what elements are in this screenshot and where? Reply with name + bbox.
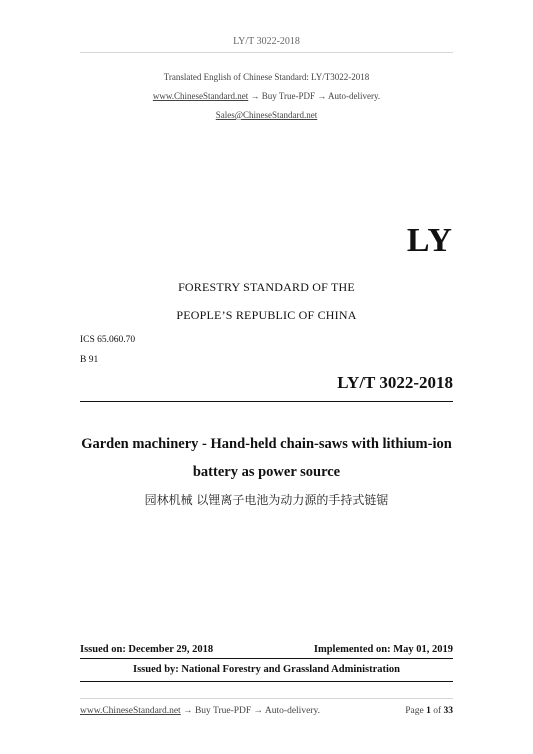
sales-email bbox=[0, 110, 533, 120]
title-divider bbox=[80, 401, 453, 402]
header-divider bbox=[80, 52, 453, 53]
running-header: LY/T 3022-2018 bbox=[233, 36, 300, 47]
footer-site-link[interactable]: www.ChineseStandard.net bbox=[80, 706, 181, 716]
page-label: Page bbox=[405, 706, 424, 716]
ics-code: ICS 65.060.70 bbox=[80, 335, 136, 345]
purchase-notice bbox=[0, 91, 533, 101]
authority-divider bbox=[80, 681, 453, 682]
email-link[interactable]: Sales@ChineseStandard.net bbox=[215, 110, 318, 120]
title-cn: 园林机械 以锂离子电池为动力源的手持式链锯 bbox=[144, 493, 389, 507]
dates-divider bbox=[80, 658, 453, 659]
title-en-line1: Garden machinery - Hand-held chain-saws with lithium-ion bbox=[81, 436, 452, 452]
page-of: of bbox=[433, 706, 442, 716]
translation-notice: Translated English of Chinese Standard: LY/T3022-2018 bbox=[163, 72, 370, 82]
footer-divider bbox=[80, 698, 453, 699]
issuing-authority: Issued by: National Forestry and Grassland Administration bbox=[132, 664, 400, 675]
standard-number: LY/T 3022-2018 bbox=[337, 373, 453, 392]
page-current: 1 bbox=[426, 706, 431, 716]
implemented-date: Implemented on: May 01, 2019 bbox=[313, 644, 453, 655]
standard-type-line1: FORESTRY STANDARD OF THE bbox=[178, 280, 355, 294]
standard-type-line2: PEOPLE’S REPUBLIC OF CHINA bbox=[176, 308, 357, 322]
ccs-code: B 91 bbox=[80, 355, 99, 365]
title-en-line2: battery as power source bbox=[192, 464, 341, 480]
footer-notice bbox=[80, 706, 320, 716]
page-indicator bbox=[405, 706, 453, 716]
category-code: LY bbox=[406, 222, 453, 259]
site-link[interactable]: www.ChineseStandard.net bbox=[152, 91, 249, 101]
footer-notice-tail: → Buy True-PDF → Auto-delivery. bbox=[183, 706, 320, 716]
page-total: 33 bbox=[443, 706, 453, 716]
purchase-notice-tail: → Buy True-PDF → Auto-delivery. bbox=[250, 91, 381, 101]
issued-date: Issued on: December 29, 2018 bbox=[80, 644, 214, 655]
